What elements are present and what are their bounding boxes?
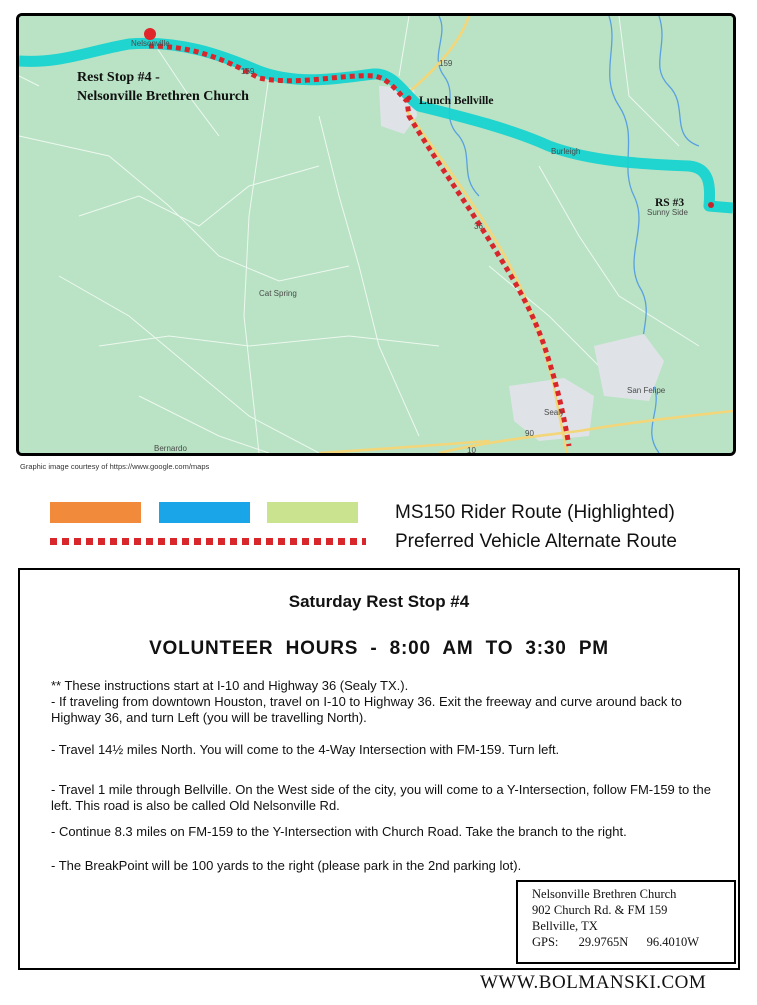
hwy-90-shield: 90 bbox=[525, 429, 534, 438]
rest-stop-title: Saturday Rest Stop #4 bbox=[288, 592, 470, 611]
legend-vehicle-route: Preferred Vehicle Alternate Route bbox=[395, 531, 678, 552]
hwy-159-north: 159 bbox=[439, 59, 453, 68]
town-burleigh: Burleigh bbox=[551, 147, 581, 156]
instruction-houston: - If traveling from downtown Houston, travel on I-10 to Highway 36. Exit the freeway and curve around back to Highway 36, and turn Left (you will be travelling North). bbox=[51, 694, 682, 725]
gps-lat: 29.9765N bbox=[578, 935, 629, 949]
legend-swatch-orange bbox=[50, 502, 141, 523]
gps-label: GPS: bbox=[532, 935, 559, 949]
town-nelsonville: Nelsonville bbox=[131, 39, 170, 48]
rs3-marker bbox=[708, 202, 714, 208]
address-name: Nelsonville Brethren Church bbox=[532, 887, 677, 901]
route-map bbox=[16, 13, 736, 456]
map-graphic bbox=[19, 16, 733, 453]
address-city: Bellville, TX bbox=[532, 919, 598, 933]
website-url[interactable]: WWW.BOLMANSKI.COM bbox=[480, 972, 707, 993]
town-bernardo: Bernardo bbox=[154, 444, 187, 453]
i10-shield: 10 bbox=[467, 446, 476, 453]
rest-stop-label-line1: Rest Stop #4 - bbox=[77, 70, 160, 85]
town-san-felipe: San Felipe bbox=[627, 386, 666, 395]
map-credit: Graphic image courtesy of https://www.google.com/maps bbox=[20, 462, 210, 471]
volunteer-hours: VOLUNTEER HOURS - 8:00 AM TO 3:30 PM bbox=[149, 638, 609, 659]
instruction-start: ** These instructions start at I-10 and Highway 36 (Sealy TX.). bbox=[51, 678, 409, 693]
legend-rider-route: MS150 Rider Route (Highlighted) bbox=[395, 502, 675, 523]
gps-lon: 96.4010W bbox=[646, 935, 699, 949]
instruction-continue: - Continue 8.3 miles on FM-159 to the Y-Intersection with Church Road. Take the branch to the right. bbox=[51, 824, 627, 839]
rest-stop-label-line2: Nelsonville Brethren Church bbox=[77, 89, 249, 104]
lunch-label: Lunch Bellville bbox=[419, 95, 494, 107]
instruction-travel-north: - Travel 14½ miles North. You will come to the 4-Way Intersection with FM-159. Turn left. bbox=[51, 742, 560, 757]
town-sealy: Sealy bbox=[544, 408, 565, 417]
legend-swatch-green bbox=[267, 502, 358, 523]
legend-swatch-blue bbox=[159, 502, 250, 523]
rs3-label: RS #3 bbox=[655, 197, 685, 209]
address-street: 902 Church Rd. & FM 159 bbox=[532, 903, 668, 917]
town-cat-spring: Cat Spring bbox=[259, 289, 297, 298]
instruction-bellville: - Travel 1 mile through Bellville. On the West side of the city, you will come to a Y-Intersection, follow FM-159 to the left. This road is also be called Old Nelsonville Rd. bbox=[51, 782, 711, 813]
instruction-breakpoint: - The BreakPoint will be 100 yards to the right (please park in the 2nd parking lot). bbox=[51, 858, 522, 873]
hwy-159-west: 159 bbox=[241, 67, 255, 76]
legend-dashed-line bbox=[50, 538, 366, 545]
address-gps bbox=[532, 934, 734, 950]
address-box bbox=[516, 880, 736, 964]
town-sunny-side: Sunny Side bbox=[647, 208, 688, 217]
lunch-marker bbox=[407, 96, 412, 101]
hwy-36-shield: 36 bbox=[474, 222, 483, 231]
